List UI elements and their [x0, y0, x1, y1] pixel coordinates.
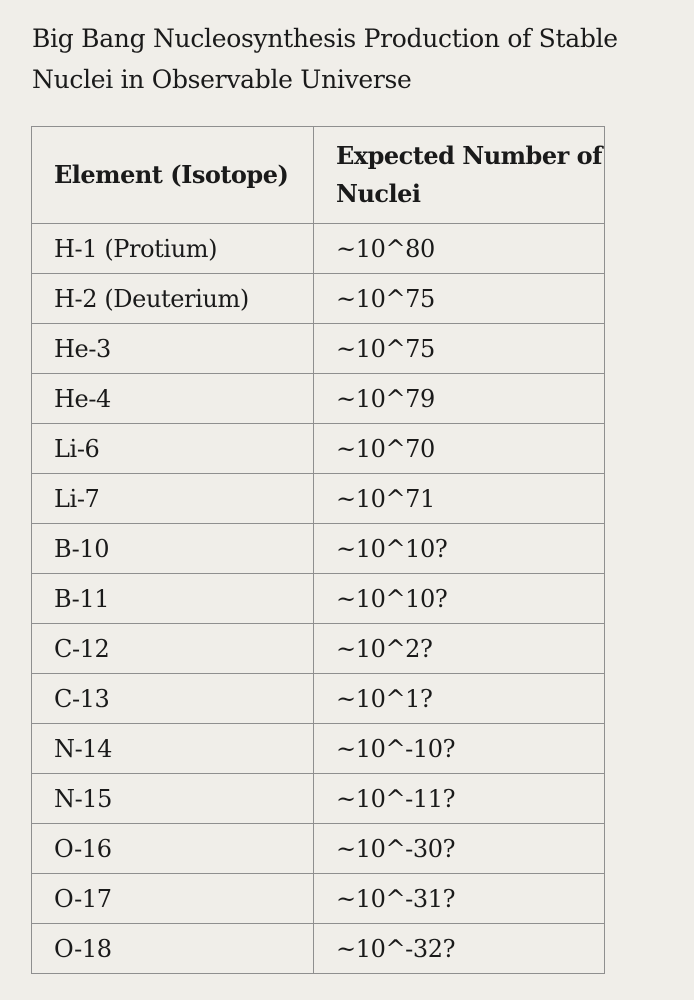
element-cell: C-12: [32, 624, 314, 674]
element-cell: He-4: [32, 374, 314, 424]
table-row: [32, 474, 605, 524]
element-cell: O-18: [32, 924, 314, 974]
count-cell: ~10^-11?: [314, 774, 605, 824]
count-cell: ~10^75: [314, 274, 605, 324]
count-cell: ~10^79: [314, 374, 605, 424]
table-row: [32, 324, 605, 374]
table-header-row: [32, 127, 605, 224]
element-cell: B-10: [32, 524, 314, 574]
count-cell: ~10^80: [314, 224, 605, 274]
header-element: Element (Isotope): [32, 127, 314, 224]
count-cell: ~10^1?: [314, 674, 605, 724]
count-cell: ~10^10?: [314, 524, 605, 574]
table-row: [32, 224, 605, 274]
count-cell: ~10^70: [314, 424, 605, 474]
count-cell: ~10^71: [314, 474, 605, 524]
count-cell: ~10^-30?: [314, 824, 605, 874]
table-row: [32, 724, 605, 774]
table-row: [32, 524, 605, 574]
element-cell: Li-7: [32, 474, 314, 524]
element-cell: O-16: [32, 824, 314, 874]
count-cell: ~10^2?: [314, 624, 605, 674]
element-cell: B-11: [32, 574, 314, 624]
element-cell: N-15: [32, 774, 314, 824]
element-cell: N-14: [32, 724, 314, 774]
nuclei-table: [31, 126, 605, 974]
count-cell: ~10^75: [314, 324, 605, 374]
table-row: [32, 874, 605, 924]
table-row: [32, 674, 605, 724]
table-row: [32, 574, 605, 624]
table-row: [32, 374, 605, 424]
element-cell: H-2 (Deuterium): [32, 274, 314, 324]
table-row: [32, 274, 605, 324]
element-cell: O-17: [32, 874, 314, 924]
element-cell: He-3: [32, 324, 314, 374]
element-cell: H-1 (Protium): [32, 224, 314, 274]
table-row: [32, 924, 605, 974]
table-row: [32, 774, 605, 824]
element-cell: Li-6: [32, 424, 314, 474]
table-row: [32, 824, 605, 874]
count-cell: ~10^-10?: [314, 724, 605, 774]
table-row: [32, 424, 605, 474]
count-cell: ~10^-32?: [314, 924, 605, 974]
table-row: [32, 624, 605, 674]
element-cell: C-13: [32, 674, 314, 724]
count-cell: ~10^-31?: [314, 874, 605, 924]
page-title: Big Bang Nucleosynthesis Production of Stable Nuclei in Observable Universe: [32, 24, 618, 94]
header-expected-number: Expected Number of Nuclei: [314, 127, 605, 224]
count-cell: ~10^10?: [314, 574, 605, 624]
